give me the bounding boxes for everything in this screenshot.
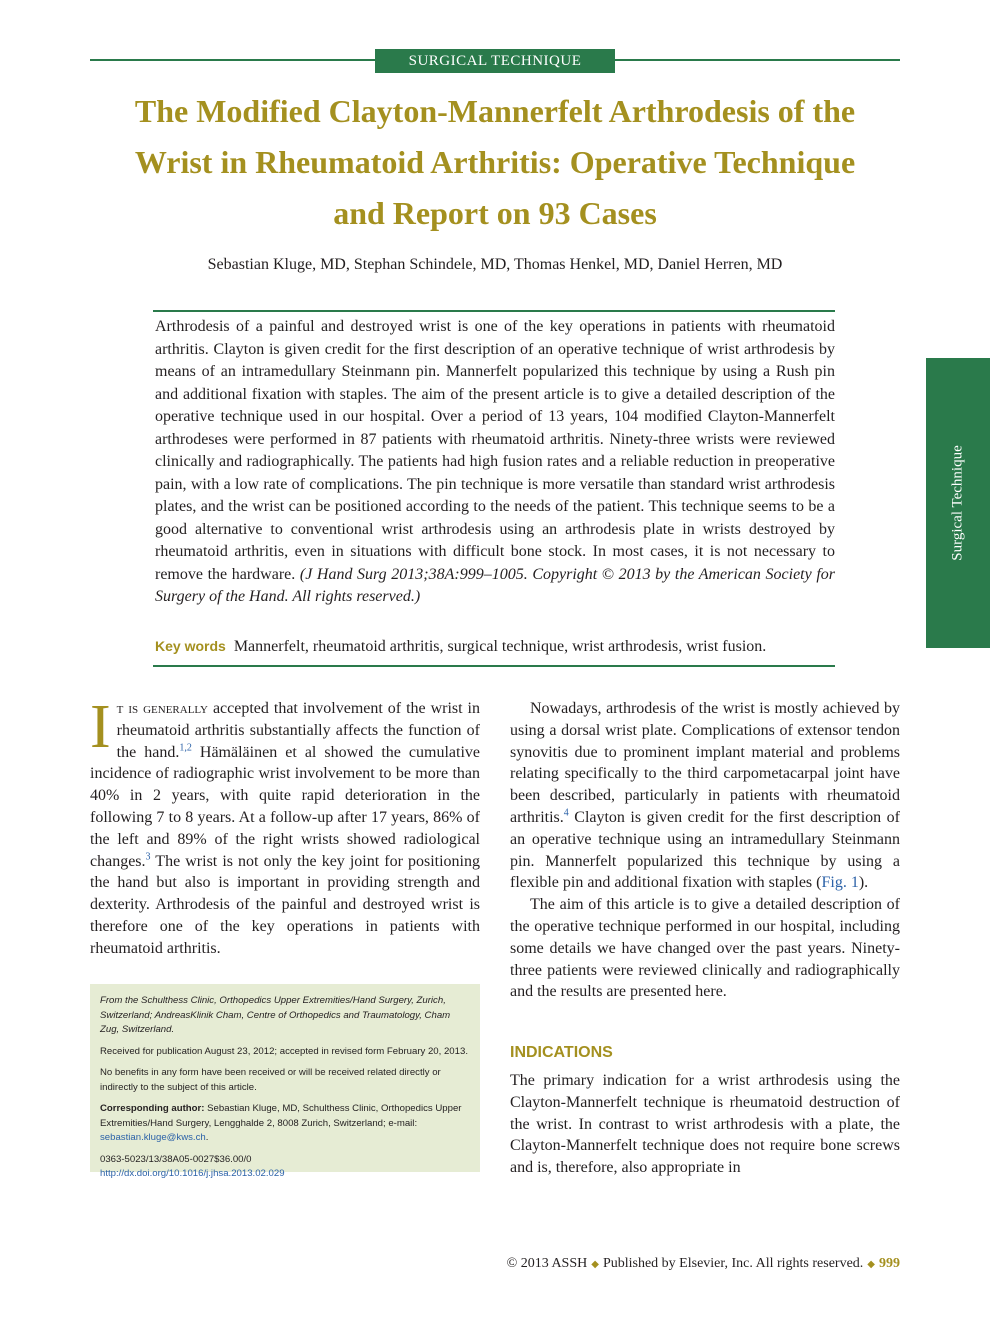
col2-text-c: ). — [858, 874, 869, 892]
abstract-citation: (J Hand Surg 2013;38A:999–1005. Copyright © 2013 by the American Society for Surgery of the Hand. All rights reserved.) — [155, 565, 835, 605]
paragraph-aim: The aim of this article is to give a detailed description of the operative technique performed in our hospital, including some details we have changed over the past years. Ninety-three patients were reviewed clinically and radiographically and the results are presented here. — [510, 896, 900, 1001]
footer-publisher: Published by Elsevier, Inc. All rights reserved. — [602, 1256, 864, 1271]
intro-text-a: accepted that involvement of the wrist in rheumatoid arthritis substantially affects the function of the hand. — [116, 700, 481, 761]
abstract-bottom-rule — [153, 665, 835, 667]
affiliation-received: Received for publication August 23, 2012; accepted in revised form February 20, 2013. — [100, 1045, 468, 1057]
abstract — [155, 316, 835, 609]
ref-link-3[interactable]: 3 — [145, 851, 151, 863]
title-line-2: Wrist in Rheumatoid Arthritis: Operative Technique — [134, 144, 856, 180]
section-label: SURGICAL TECHNIQUE — [375, 49, 615, 73]
page-footer — [460, 1256, 900, 1272]
corresponding-end: . — [205, 1132, 209, 1143]
ref-link-1-2[interactable]: 1,2 — [179, 742, 192, 754]
intro-paragraph — [90, 693, 481, 960]
body-column-left — [90, 693, 481, 960]
side-section-tab — [926, 358, 990, 648]
side-tab-label: Surgical Technique — [949, 445, 966, 561]
diamond-icon: ◆ — [867, 1259, 875, 1270]
body-column-right — [510, 698, 900, 1003]
abstract-top-rule — [153, 310, 835, 312]
affiliation-corresponding — [100, 1102, 470, 1146]
abstract-text: Arthrodesis of a painful and destroyed wrist is one of the key operations in patients with rheumatoid arthritis. Clayton is given credit for the first description of an operative technique of wrist arthrodesis by means of an intramedullary Steinmann pin. Mannerfelt popularized this technique by using a Rush pin and additional fixation with staples. The aim of the present article is to give a detailed description of the operative technique used in our hospital. Over a period of 13 years, 104 modified Clayton-Mannerfelt arthrodeses were performed in 87 patients with rheumatoid arthritis. Ninety-three wrists were reviewed clinically and radiographically. The patients had high fusion rates and a reliable reduction in preoperative pain, with a low rate of complications. The pin technique is more versatile than standard wrist arthrodesis plates, and the wrist can be positioned according to the needs of the patient. This technique seems to be a good alternative to conventional wrist arthrodesis using an arthrodesis plate in wrists destroyed by rheumatoid arthritis, even in situations with difficult bone stock. In most cases, it is not necessary to remove the hardware. — [155, 318, 835, 583]
lead-in-smallcaps: t is generally — [116, 700, 208, 717]
ref-link-4[interactable]: 4 — [563, 807, 569, 819]
footer-copyright: © 2013 ASSH — [506, 1256, 588, 1271]
intro-text-c: The wrist is not only the key joint for positioning the hand but also is important in providing strength and dexterity. Arthrodesis of the painful and destroyed wrist is therefore one of the key operations in patients with rheumatoid arthritis. — [90, 852, 480, 957]
title-line-1: The Modified Clayton-Mannerfelt Arthrodesis of the — [134, 93, 856, 129]
diamond-icon: ◆ — [591, 1259, 599, 1270]
section-heading-indications: INDICATIONS — [510, 1044, 613, 1061]
intro-text-b: Hämäläinen et al showed the cumulative incidence of radiographic wrist involvement to be more than 40% in 2 years, with quite rapid deterioration in the following 7 to 8 years. At a follow-up after 17 years, 86% of the left and 89% of the right wrists showed radiological changes. — [90, 743, 481, 870]
paragraph-nowadays — [510, 698, 900, 894]
email-link[interactable]: sebastian.kluge@kws.ch — [100, 1132, 206, 1143]
keywords-text: Mannerfelt, rheumatoid arthritis, surgical technique, wrist arthrodesis, wrist fusion. — [233, 638, 767, 655]
affiliation-box — [90, 984, 480, 1179]
paragraph-indications: The primary indication for a wrist arthrodesis using the Clayton-Mannerfelt technique is rheumatoid destruction of the wrist. In contrast to wrist arthrodesis with a plate, the Clayton-Mannerfelt technique does not require bone screws and is, therefore, also appropriate in — [510, 1072, 900, 1177]
figure-1-link[interactable]: Fig. 1 — [821, 874, 859, 892]
keywords-label: Key words — [155, 638, 226, 654]
author-list: Sebastian Kluge, MD, Stephan Schindele, MD, Thomas Henkel, MD, Daniel Herren, MD — [207, 256, 783, 273]
page-number: 999 — [879, 1256, 900, 1271]
corresponding-label: Corresponding author: — [100, 1103, 205, 1114]
col2-text-a: Nowadays, arthrodesis of the wrist is mostly achieved by using a dorsal wrist plate. Complications of extensor tendon synovitis due to prominent implant material and problems relating specifically to the third carpometacarpal joint have been described, particularly in patients with rheumatoid arthritis. — [510, 700, 900, 826]
issn-text: 0363-5023/13/38A05-0027$36.00/0 — [100, 1153, 252, 1165]
affiliation-from: From the Schulthess Clinic, Orthopedics Upper Extremities/Hand Surgery, Zurich, Switzerland; AndreasKlinik Cham, Centre of Orthopedics and Traumatology, Cham Zug, Switzerland. — [100, 995, 451, 1035]
affiliation-ids — [100, 1153, 470, 1182]
keywords — [155, 635, 835, 658]
col2-text-b: Clayton is given credit for the first description of an operative technique using an intramedullary Steinmann pin. Mannerfelt popularized this technique by using a flexible pin and additional fixation with staples ( — [510, 808, 900, 892]
affiliation-benefits: No benefits in any form have been received or will be received related directly or indirectly to the subject of this article. — [100, 1067, 441, 1093]
article-title — [60, 86, 930, 239]
title-line-3: and Report on 93 Cases — [333, 195, 657, 231]
drop-cap: I — [90, 693, 111, 761]
doi-link[interactable]: http://dx.doi.org/10.1016/j.jhsa.2013.02.029 — [100, 1168, 285, 1179]
corresponding-text: Sebastian Kluge, MD, Schulthess Clinic, Orthopedics Upper Extremities/Hand Surgery, Lengghalde 2, 8008 Zurich, Switzerland; e-mail: — [100, 1103, 462, 1129]
